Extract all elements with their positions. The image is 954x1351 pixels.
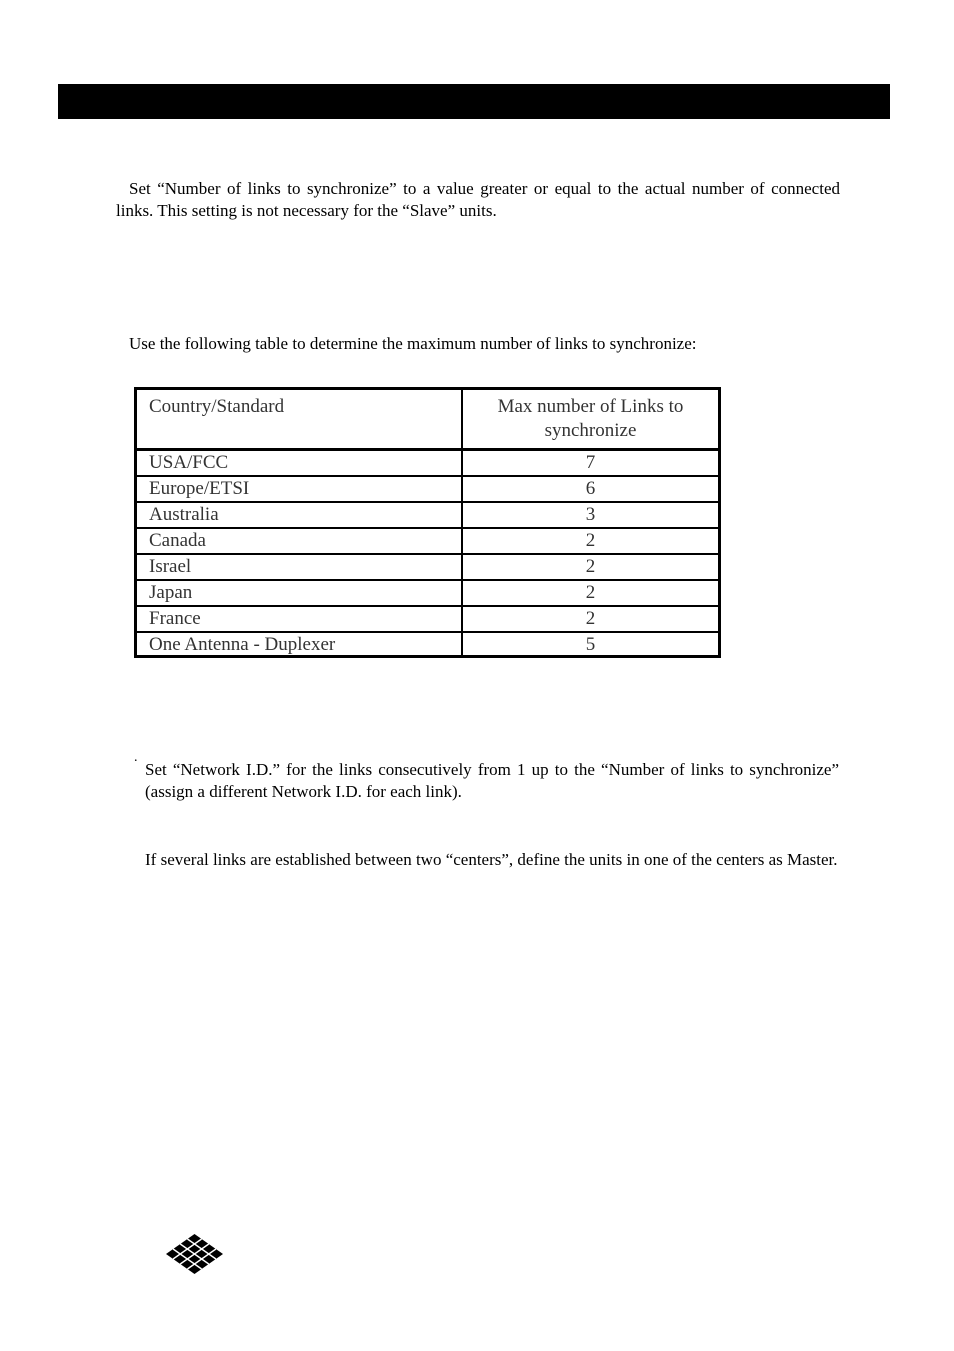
country-cell: France [137,606,462,632]
table-row [137,476,718,502]
column-header-country: Country/Standard [137,390,462,450]
country-cell: Europe/ETSI [137,476,462,502]
max-links-table [134,387,721,658]
max-links-cell: 2 [462,606,718,632]
table-row [137,528,718,554]
table-row [137,502,718,528]
table-row [137,606,718,632]
column-header-max-links: Max number of Links to synchronize [462,390,718,450]
max-links-cell: 6 [462,476,718,502]
max-links-cell: 5 [462,632,718,657]
country-cell: One Antenna - Duplexer [137,632,462,657]
paragraph-network-id: Set “Network I.D.” for the links consecutively from 1 up to the “Number of links to synchronize” (assign a different Network I.D. for each link). [145,760,839,801]
country-cell: Japan [137,580,462,606]
paragraph-links-to-synchronize: Set “Number of links to synchronize” to a value greater or equal to the actual number of connected links. This setting is not necessary for the “Slave” units. [116,179,840,220]
country-cell: Canada [137,528,462,554]
max-links-cell: 2 [462,528,718,554]
paragraph-table-intro: Use the following table to determine the maximum number of links to synchronize: [129,334,697,353]
max-links-cell: 2 [462,554,718,580]
header-bar [58,84,890,119]
black-box-diamond-logo-icon [166,1234,223,1274]
table-row [137,632,718,657]
country-cell: USA/FCC [137,450,462,477]
table-row [137,554,718,580]
bullet-marker: . [134,750,138,765]
paragraph-master-centers: If several links are established between two “centers”, define the units in one of the centers as Master. [145,850,838,869]
country-cell: Australia [137,502,462,528]
max-links-cell: 2 [462,580,718,606]
table-header-row [137,390,718,450]
max-links-cell: 7 [585,452,596,473]
country-cell: Israel [137,554,462,580]
max-links-cell: 3 [462,502,718,528]
table-row [137,580,718,606]
table-row [137,450,718,477]
